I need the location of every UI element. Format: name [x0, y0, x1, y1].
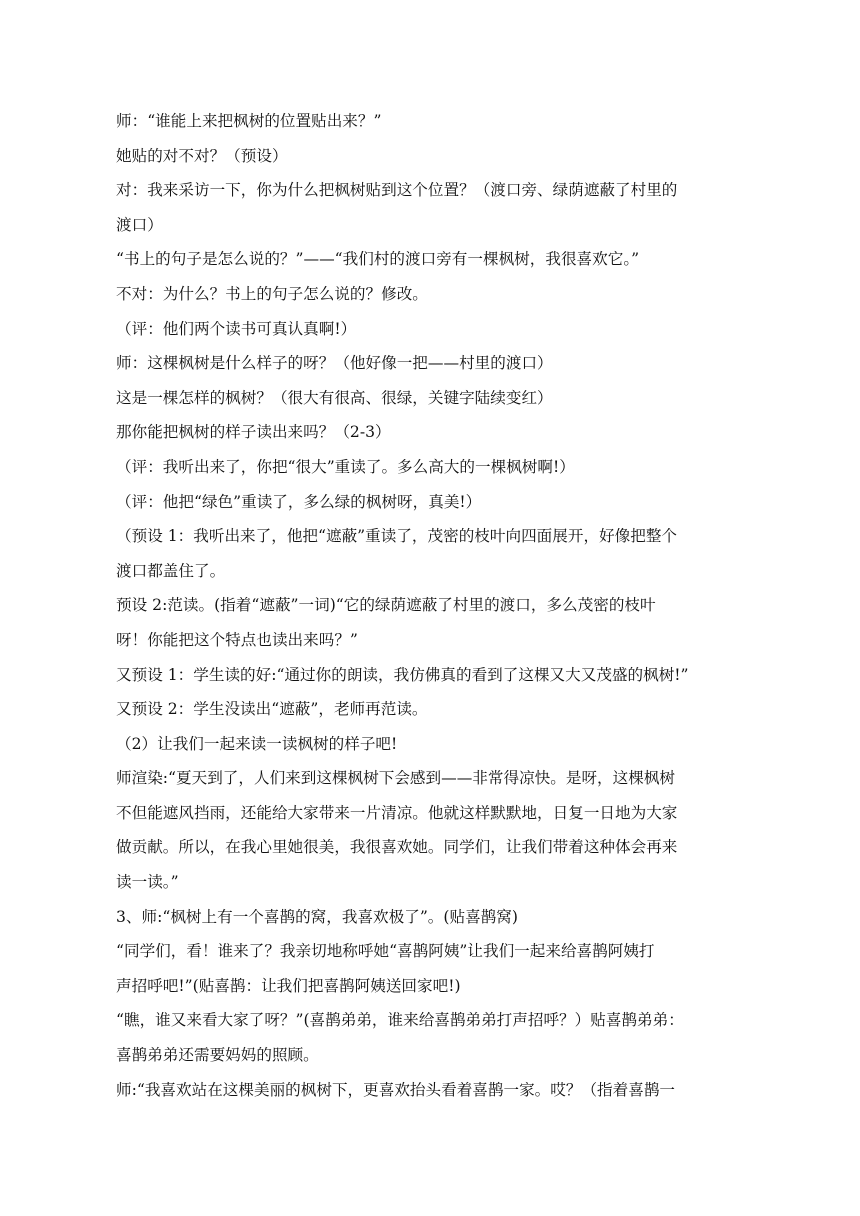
text-line: 3、师:“枫树上有一个喜鹊的窝，我喜欢极了”。(贴喜鹊窝) — [116, 907, 518, 926]
text-line: 师：这棵枫树是什么样子的呀？（他好像一把——村里的渡口） — [116, 354, 553, 373]
text-line: “瞧，谁又来看大家了呀？”(喜鹊弟弟，谁来给喜鹊弟弟打声招呼？）贴喜鹊弟弟： — [116, 1011, 684, 1030]
text-line: 喜鹊弟弟还需要妈妈的照顾。 — [116, 1046, 319, 1065]
text-line: “同学们，看！谁来了？我亲切地称呼她“喜鹊阿姨”让我们一起来给喜鹊阿姨打 — [116, 942, 655, 961]
document-body — [116, 104, 748, 1107]
text-line: 预设 2:范读。(指着“遮蔽”一词)“它的绿荫遮蔽了村里的渡口，多么茂密的枝叶 — [116, 596, 656, 615]
text-line: 这是一棵怎样的枫树？（很大有很高、很绿，关键字陆续变红） — [116, 388, 553, 407]
text-line: 呀！你能把这个特点也读出来吗？” — [116, 630, 358, 649]
text-line: （评：他们两个读书可真认真啊!） — [116, 319, 357, 338]
text-line: 师：“谁能上来把枫树的位置贴出来？” — [116, 112, 382, 130]
text-line: “书上的句子是怎么说的？”——“我们村的渡口旁有一棵枫树，我很喜欢它。” — [116, 250, 640, 269]
text-line: （评：我听出来了，你把“很大”重读了。多么高大的一棵枫树啊!） — [116, 457, 575, 476]
text-line: 声招呼吧!”(贴喜鹊：让我们把喜鹊阿姨送回家吧!) — [116, 976, 461, 995]
text-line: （预设 1：我听出来了，他把“遮蔽”重读了，茂密的枝叶向四面展开，好像把整个 — [116, 527, 678, 546]
text-line: 对：我来采访一下，你为什么把枫树贴到这个位置？（渡口旁、绿荫遮蔽了村里的 — [116, 181, 678, 200]
text-line: 又预设 2：学生没读出“遮蔽”，老师再范读。 — [116, 700, 428, 719]
text-line: 渡口都盖住了。 — [116, 561, 226, 580]
text-line: 师渲染:“夏天到了，人们来到这棵枫树下会感到——非常得凉快。是呀，这棵枫树 — [116, 769, 676, 788]
text-line: 读一读。” — [116, 873, 179, 892]
text-line: 不但能遮风挡雨，还能给大家带来一片清凉。他就这样默默地，日复一日地为大家 — [116, 803, 678, 822]
text-line: 师:“我喜欢站在这棵美丽的枫树下，更喜欢抬头看着喜鹊一家。哎？（指着喜鹊一 — [116, 1080, 676, 1099]
text-line: 她贴的对不对？（预设） — [116, 146, 288, 165]
text-line: 又预设 1：学生读的好:“通过你的朗读，我仿佛真的看到了这棵又大又茂盛的枫树!” — [116, 665, 689, 684]
text-line: （评：他把“绿色”重读了，多么绿的枫树呀，真美!） — [116, 492, 482, 511]
text-line: 不对：为什么？书上的句子怎么说的？修改。 — [116, 284, 428, 303]
text-line: 渡口） — [116, 215, 163, 234]
text-line: 那你能把枫树的样子读出来吗？（2-3） — [116, 423, 391, 442]
text-line: 做贡献。所以，在我心里她很美，我很喜欢她。同学们，让我们带着这种体会再来 — [116, 838, 678, 857]
text-line: （2）让我们一起来读一读枫树的样子吧! — [116, 734, 398, 753]
